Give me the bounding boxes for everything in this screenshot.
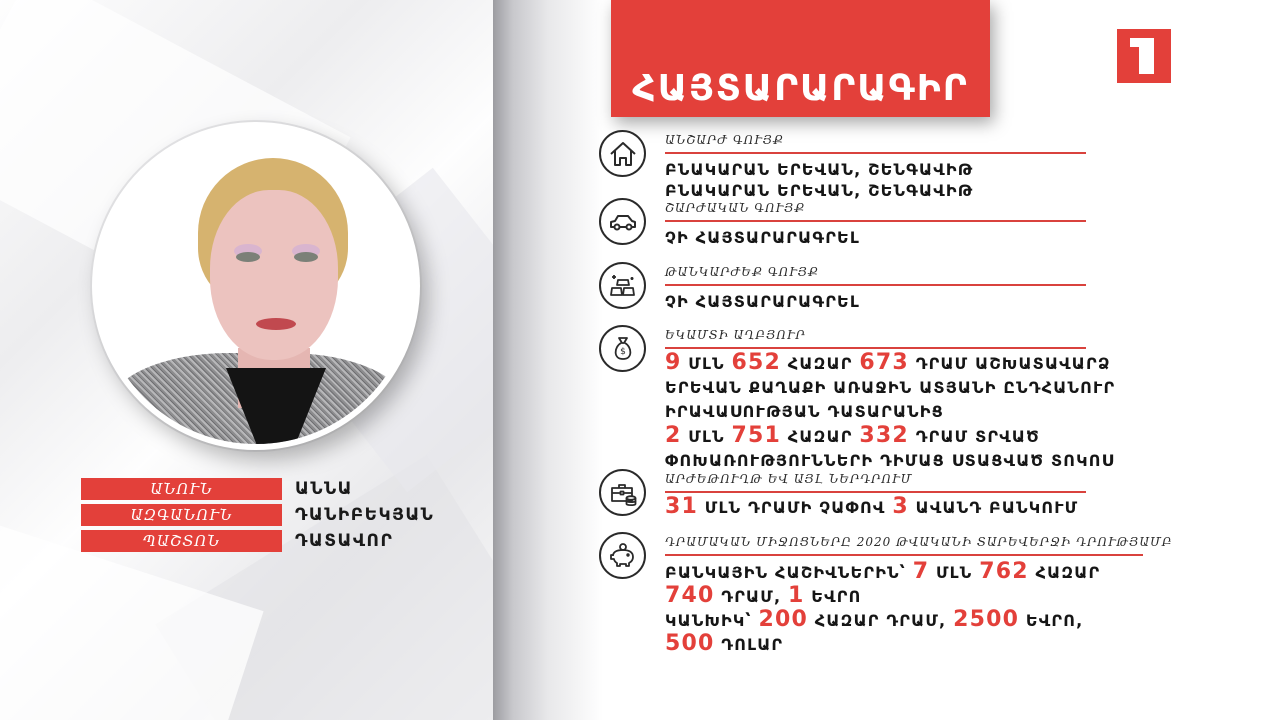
section-heading: ԱՆՇԱՐԺ ԳՈՒՅՔ <box>665 133 785 147</box>
title-banner <box>611 0 990 117</box>
panel-edge-shadow <box>493 0 603 720</box>
field-label: ԱԶԳԱՆՈՒՆ <box>81 504 282 526</box>
section-value: 31 ՄԼՆ ԴՐԱՄԻ ՉԱՓՈՎ 3 ԱՎԱՆԴ ԲԱՆԿՈՒՄ <box>665 494 1079 519</box>
money-bag-icon <box>599 325 646 372</box>
field-last-name <box>81 504 434 526</box>
cash-line-bank-accounts-cont: 740 ԴՐԱՄ, 1 ԵՎՐՈ <box>665 583 862 608</box>
section-heading: ԱՐԺԵԹՈՒՂԹ ԵՎ ԱՅԼ ՆԵՐԴՐՈՒՄ <box>665 472 913 486</box>
field-value: ԴԱՏԱՎՈՐ <box>295 531 394 551</box>
section-divider <box>665 491 1086 493</box>
income-line-interest: 2 ՄԼՆ 751 ՀԱԶԱՐ 332 ԴՐԱՄ ՏՐՎԱԾ <box>665 423 1040 448</box>
value-line: ԻՐԱՎԱՍՈՒԹՅԱՆ ԴԱՏԱՐԱՆԻՑ <box>665 402 945 421</box>
house-icon <box>599 130 646 177</box>
identity-fields <box>81 478 434 556</box>
section-value <box>665 159 973 201</box>
section-heading: ԹԱՆԿԱՐԺԵՔ ԳՈՒՅՔ <box>665 265 820 279</box>
channel-logo <box>1117 29 1171 83</box>
section-divider <box>665 284 1086 286</box>
field-value: ԱՆՆԱ <box>295 479 353 499</box>
page-title: ՀԱՅՏԱՐԱՐԱԳԻՐ <box>632 68 969 109</box>
svg-text:$: $ <box>619 346 626 357</box>
section-heading: ԴՐԱՄԱԿԱՆ ՄԻՋՈՑՆԵՐԸ 2020 ԹՎԱԿԱՆԻ ՏԱՐԵՎԵՐՋԻ ԴՐՈՒԹՅԱՄԲ <box>665 535 1173 549</box>
field-position <box>81 530 434 552</box>
income-line-salary: 9 ՄԼՆ 652 ՀԱԶԱՐ 673 ԴՐԱՄ ԱՇԽԱՏԱՎԱՐՁ <box>665 350 1111 375</box>
briefcase-coins-icon <box>599 469 646 516</box>
cash-line-cash-cont: 500 ԴՈԼԱՐ <box>665 631 784 656</box>
field-first-name <box>81 478 434 500</box>
section-value <box>665 351 1115 473</box>
value-line: ՓՈԽԱՌՈՒԹՅՈՒՆՆԵՐԻ ԴԻՄԱՑ ՍՏԱՑՎԱԾ ՏՈԿՈՍ <box>665 451 1115 470</box>
section-divider <box>665 554 1143 556</box>
section-divider <box>665 347 1086 349</box>
field-label: ՊԱՇՏՈՆ <box>81 530 282 552</box>
field-label: ԱՆՈՒՆ <box>81 478 282 500</box>
portrait-photo <box>98 128 414 444</box>
section-heading: ՇԱՐԺԱԿԱՆ ԳՈՒՅՔ <box>665 201 806 215</box>
section-heading: ԵԿԱՄՏԻ ԱՂԲՅՈՒՐ <box>665 328 806 342</box>
section-value <box>665 560 1100 656</box>
cash-line-bank-accounts: ԲԱՆԿԱՅԻՆ ՀԱՇԻՎՆԵՐԻՆ՝ 7 ՄԼՆ 762 ՀԱԶԱՐ <box>665 559 1101 584</box>
value-line: ԲՆԱԿԱՐԱՆ ԵՐԵՎԱՆ, ՇԵՆԳԱՎԻԹ <box>665 181 974 200</box>
section-divider <box>665 220 1086 222</box>
section-divider <box>665 152 1086 154</box>
gold-bars-icon <box>599 262 646 309</box>
value-line: ԵՐԵՎԱՆ ՔԱՂԱՔԻ ԱՌԱՋԻՆ ԱՏՅԱՆԻ ԸՆԴՀԱՆՈՒՐ <box>665 378 1116 397</box>
portrait-frame <box>92 122 420 450</box>
cash-line-cash: ԿԱՆԽԻԿ՝ 200 ՀԱԶԱՐ ԴՐԱՄ, 2500 ԵՎՐՈ, <box>665 607 1084 632</box>
field-value: ԴԱՆԻԲԵԿՅԱՆ <box>295 505 435 525</box>
car-icon <box>599 198 646 245</box>
section-value: ՉԻ ՀԱՅՏԱՐԱՐԱԳՐԵԼ <box>665 228 861 247</box>
piggy-bank-icon <box>599 532 646 579</box>
value-line: ԲՆԱԿԱՐԱՆ ԵՐԵՎԱՆ, ՇԵՆԳԱՎԻԹ <box>665 160 974 179</box>
logo-one-icon <box>1130 38 1157 74</box>
section-value: ՉԻ ՀԱՅՏԱՐԱՐԱԳՐԵԼ <box>665 292 861 311</box>
